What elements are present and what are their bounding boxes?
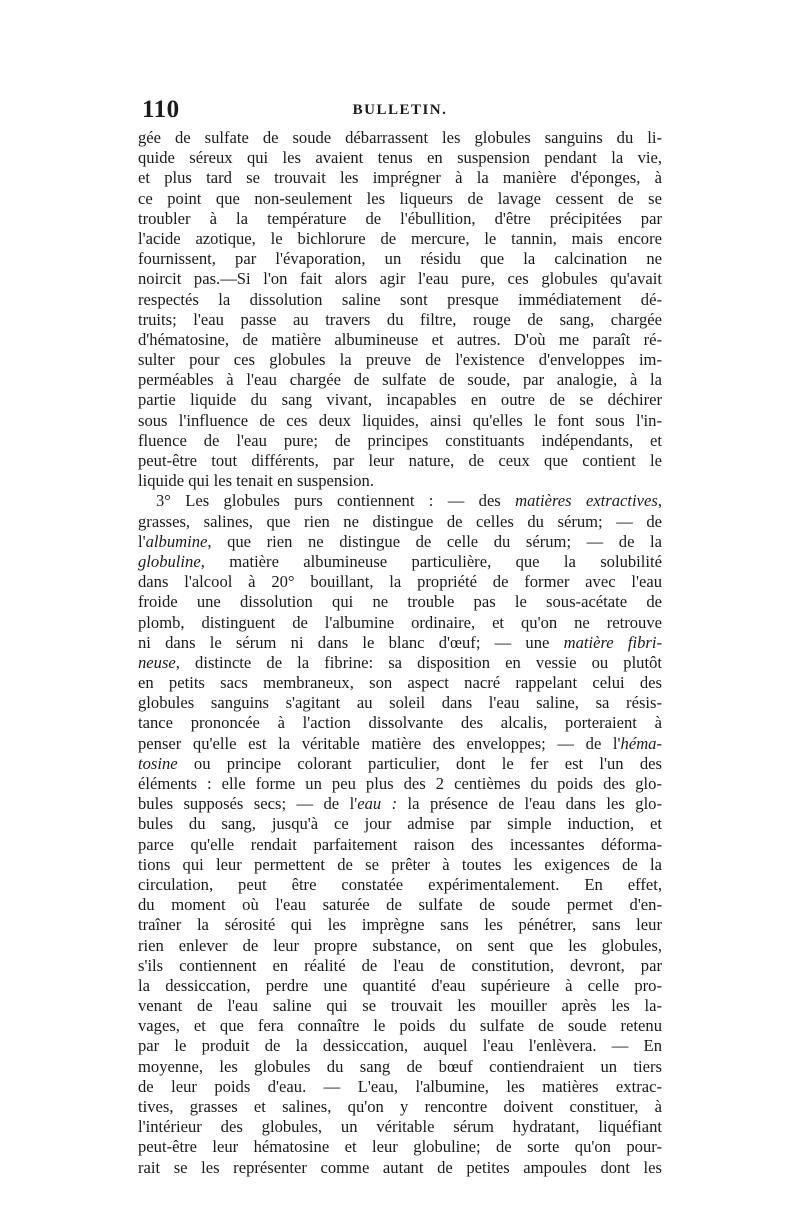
- page-number: 110: [142, 96, 180, 123]
- italic-term: matière fibri-: [563, 632, 662, 652]
- text-line: sous l'influence de ces deux liquides, ainsi qu'elles le font sous l'in-: [138, 410, 662, 430]
- text-line: dans l'alcool à 20° bouillant, la propriété de former avec l'eau: [138, 572, 662, 592]
- text-line: [138, 491, 662, 511]
- text-line: moyenne, les globules du sang de bœuf contiendraient un tiers: [138, 1056, 662, 1076]
- text-line: froide une dissolution qui ne trouble pas le sous-acétate de: [138, 592, 662, 612]
- text-line: venant de l'eau saline qui se trouvait les mouiller après les la-: [138, 996, 662, 1016]
- text-line: l'acide azotique, le bichlorure de mercure, le tannin, mais encore: [138, 228, 662, 248]
- text-line: éléments : elle forme un peu plus des 2 centièmes du poids des glo-: [138, 774, 662, 793]
- italic-term: neuse: [138, 652, 176, 672]
- text-line: s'ils contiennent en réalité de l'eau de constitution, devront, par: [138, 955, 662, 975]
- page-header: [138, 96, 662, 126]
- text-line: perméables à l'eau chargée de sulfate de soude, par analogie, à la: [138, 370, 662, 390]
- text-line: en petits sacs membraneux, son aspect nacré rappelant celui des: [138, 673, 662, 693]
- text-line: rien enlever de leur propre substance, on sent que les globules,: [138, 935, 662, 955]
- text-line: noircit pas.—Si l'on fait alors agir l'eau pure, ces globules qu'avait: [138, 269, 662, 289]
- text-line: liquide qui les tenait en suspension.: [138, 471, 374, 491]
- text-line: et plus tard se trouvait les imprégner à la manière d'éponges, à: [138, 168, 662, 188]
- text-line: de leur poids d'eau. — L'eau, l'albumine, les matières extrac-: [138, 1076, 662, 1096]
- line-text: l': [138, 531, 146, 551]
- italic-term: albumine: [145, 531, 208, 551]
- text-line: respectés la dissolution saline sont presque immédiatement dé-: [138, 289, 662, 309]
- text-line: d'hématosine, de matière albumineuse et autres. D'où me paraît ré-: [138, 329, 662, 349]
- text-line: fournissent, par l'évaporation, un résidu que la calcination ne: [138, 249, 662, 269]
- text-line: fluence de l'eau pure; de principes constituants indépendants, et: [138, 430, 662, 450]
- text-line: [138, 734, 662, 754]
- text-line: troubler à la température de l'ébullition, d'être précipitées par: [138, 208, 662, 228]
- italic-term: globuline: [138, 551, 201, 571]
- body-text: [138, 128, 662, 1178]
- text-line: [138, 532, 662, 552]
- text-line: quide séreux qui les avaient tenus en suspension pendant la vie,: [138, 148, 662, 168]
- text-line: globules sanguins s'agitant au soleil dans l'eau saline, sa résis-: [138, 693, 662, 713]
- line-text: ,: [657, 491, 662, 511]
- text-line: parce qu'elle rendait parfaitement raison des incessantes déforma-: [138, 834, 662, 854]
- text-line: gée de sulfate de soude débarrassent les globules sanguins du li-: [138, 128, 662, 147]
- line-text: la présence de l'eau dans les glo-: [397, 794, 662, 814]
- line-text: penser qu'elle est la véritable matière des enveloppes; — de l': [138, 733, 621, 753]
- running-head: BULLETIN.: [352, 102, 448, 118]
- text-line: grasses, salines, que rien ne distingue de celles du sérum; — de: [138, 511, 662, 531]
- text-line: truits; l'eau passe au travers du filtre, rouge de sang, chargée: [138, 309, 662, 329]
- text-line: rait se les représenter comme autant de petites ampoules dont les: [138, 1157, 662, 1177]
- line-text: , distincte de la fibrine: sa disposition en vessie ou plutôt: [175, 652, 662, 672]
- text-line: traîner la sérosité qui les imprègne sans les pénétrer, sans leur: [138, 915, 662, 935]
- text-line: [138, 754, 662, 774]
- text-line: tions qui leur permettent de se prêter à toutes les exigences de la: [138, 854, 662, 874]
- text-line: bules du sang, jusqu'à ce jour admise par simple induction, et: [138, 814, 662, 834]
- text-line: du moment où l'eau saturée de sulfate de soude permet d'en-: [138, 895, 662, 915]
- text-line: plomb, distinguent de l'albumine ordinaire, et qu'on ne retrouve: [138, 612, 662, 632]
- text-line: l'intérieur des globules, un véritable sérum hydratant, liquéfiant: [138, 1117, 662, 1137]
- line-text: , que rien ne distingue de celle du sérum; — de la: [207, 531, 662, 551]
- line-text: bules supposés secs; — de l': [138, 794, 358, 814]
- text-line: partie liquide du sang vivant, incapables en outre de se déchirer: [138, 390, 662, 410]
- italic-term: eau :: [357, 794, 398, 814]
- line-text: ou principe colorant particulier, dont le fer est l'un des: [177, 753, 662, 773]
- text-line: [138, 653, 662, 673]
- text-line: tives, grasses et salines, qu'on y rencontre doivent constituer, à: [138, 1097, 662, 1116]
- text-line: la dessiccation, perdre une quantité d'eau supérieure à celle pro-: [138, 975, 662, 995]
- line-text: , matière albumineuse particulière, que la solubilité: [200, 551, 662, 571]
- text-line: peut-être tout différents, par leur nature, de ceux que contient le: [138, 451, 662, 470]
- text-line: [138, 794, 662, 814]
- text-line: tance prononcée à l'action dissolvante des alcalis, porteraient à: [138, 713, 662, 733]
- text-line: [138, 633, 662, 653]
- italic-term: héma-: [620, 733, 662, 753]
- text-line: [138, 552, 662, 572]
- text-line: peut-être leur hématosine et leur globuline; de sorte qu'on pour-: [138, 1137, 662, 1157]
- text-line: par le produit de la dessiccation, auquel l'eau l'enlèvera. — En: [138, 1036, 662, 1056]
- line-text: ni dans le sérum ni dans le blanc d'œuf; — une: [138, 632, 564, 652]
- text-line: ce point que non-seulement les liqueurs de lavage cessent de se: [138, 188, 662, 208]
- text-line: sulter pour ces globules la preuve de l'existence d'enveloppes im-: [138, 350, 662, 370]
- text-line: circulation, peut être constatée expérimentalement. En effet,: [138, 874, 662, 894]
- italic-term: matières extractives: [515, 491, 658, 511]
- line-text: 3° Les globules purs contiennent : — des: [156, 491, 516, 511]
- text-line: vages, et que fera connaître le poids du sulfate de soude retenu: [138, 1016, 662, 1036]
- italic-term: tosine: [138, 753, 178, 773]
